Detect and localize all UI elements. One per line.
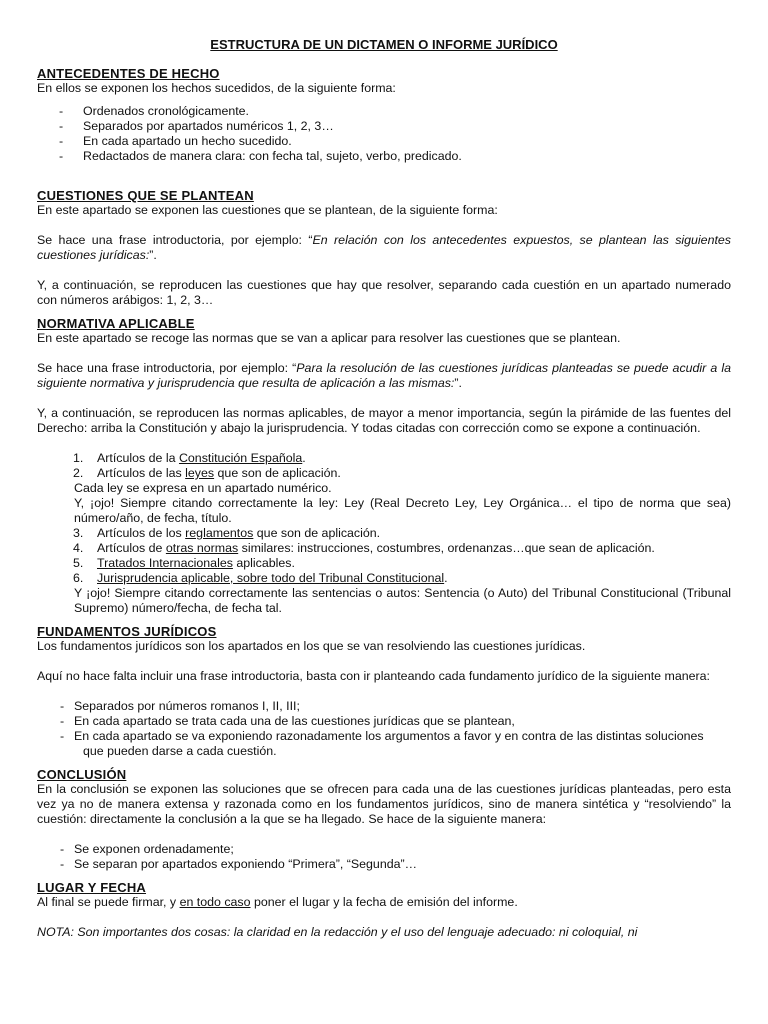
list-item: 4. Artículos de otras normas similares: instrucciones, costumbres, ordenanzas…que sean de aplicación.	[73, 541, 655, 555]
list-item: - En cada apartado un hecho sucedido.	[37, 134, 731, 149]
heading-conclusion: CONCLUSIÓN	[37, 767, 127, 782]
list-item: 3. Artículos de los reglamentos que son de aplicación.	[73, 526, 381, 540]
heading-antecedentes: ANTECEDENTES DE HECHO	[37, 66, 220, 81]
heading-normativa: NORMATIVA APLICABLE	[37, 316, 195, 331]
document-body	[37, 66, 731, 940]
cuestiones-example-quote: En relación con los antecedentes expuestos, se plantean las siguientes cuestiones jurídicas:	[37, 233, 731, 262]
list-item: 1. Artículos de la Constitución Española.	[73, 451, 306, 465]
cuestiones-continuation: Y, a continuación, se reproducen las cuestiones que hay que resolver, separando cada cuestión en un apartado numerado con números arábigos: 1, 2, 3…	[37, 278, 731, 307]
antecedentes-intro: En ellos se exponen los hechos sucedidos, de la siguiente forma:	[37, 81, 396, 95]
list-item: - Separados por números romanos I, II, III;	[37, 699, 731, 714]
normativa-example: Se hace una frase introductoria, por ejemplo: “Para la resolución de las cuestiones jurídicas planteadas se puede acudir a la siguiente normativa y jurisprudencia que resulta de aplicación a las mismas:”.	[37, 361, 731, 390]
heading-lugar-fecha: LUGAR Y FECHA	[37, 880, 147, 895]
leyes-note-2: Y, ¡ojo! Siempre citando correctamente la ley: Ley (Real Decreto Ley, Ley Orgánica… el tipo de norma que sea) número/año, de fecha, título.	[74, 496, 731, 525]
normativa-intro: En este apartado se recoge las normas que se van a aplicar para resolver las cuestiones que se plantean.	[37, 331, 621, 345]
list-item: 5. Tratados Internacionales aplicables.	[73, 556, 295, 570]
normativa-list	[37, 451, 731, 481]
normativa-continuation: Y, a continuación, se reproducen las normas aplicables, de mayor a menor importancia, según la pirámide de las fuentes del Derecho: arriba la Constitución y abajo la jurisprudencia. Y todas citadas con corrección como se expone a continuación.	[37, 406, 731, 435]
list-item: - Se separan por apartados exponiendo “Primera”, “Segunda”…	[37, 857, 731, 872]
list-item: - En cada apartado se va exponiendo razonadamente los argumentos a favor y en contra de las distintas soluciones que pueden darse a cada cuestión.	[37, 729, 731, 759]
heading-cuestiones: CUESTIONES QUE SE PLANTEAN	[37, 188, 254, 203]
fundamentos-p1: Aquí no hace falta incluir una frase introductoria, basta con ir planteando cada fundamento jurídico de la siguiente manera:	[37, 669, 710, 683]
list-item: - Se exponen ordenadamente;	[37, 842, 731, 857]
fundamentos-list	[37, 699, 731, 759]
antecedentes-list	[37, 104, 731, 164]
nota-text: NOTA: Son importantes dos cosas: la claridad en la redacción y el uso del lenguaje adecuado: ni coloquial, ni	[37, 925, 638, 939]
conclusion-p1: En la conclusión se exponen las soluciones que se ofrecen para cada una de las cuestiones jurídicas planteadas, pero esta vez ya no de manera extensa y razonada como en los fundamentos jurídicos, sino de manera sintética y “resolviendo” la cuestión: directamente la conclusión a la que se ha llegado. Se hace de la siguiente manera:	[37, 782, 731, 826]
conclusion-list	[37, 842, 731, 872]
list-item: - Separados por apartados numéricos 1, 2, 3…	[37, 119, 731, 134]
list-item: - Redactados de manera clara: con fecha tal, sujeto, verbo, predicado.	[37, 149, 731, 164]
normativa-list-cont	[37, 526, 731, 586]
list-item: - Ordenados cronológicamente.	[37, 104, 731, 119]
cuestiones-example: Se hace una frase introductoria, por ejemplo: “En relación con los antecedentes expuestos, se plantean las siguientes cuestiones jurídicas:”.	[37, 233, 731, 262]
document-title: ESTRUCTURA DE UN DICTAMEN O INFORME JURÍDICO	[210, 37, 558, 52]
leyes-note-1: Cada ley se expresa en un apartado numérico.	[74, 481, 332, 495]
cuestiones-intro: En este apartado se exponen las cuestiones que se plantean, de la siguiente forma:	[37, 203, 498, 217]
list-item: - En cada apartado se trata cada una de las cuestiones jurídicas que se plantean,	[37, 714, 731, 729]
normativa-example-quote: Para la resolución de las cuestiones jurídicas planteadas se puede acudir a la siguiente normativa y jurisprudencia que resulta de aplicación a las mismas:	[37, 361, 731, 390]
jurisprudencia-note: Y ¡ojo! Siempre citando correctamente las sentencias o autos: Sentencia (o Auto) del Tribunal Constitucional (Tribunal Supremo) número/fecha, de fecha tal.	[74, 586, 731, 615]
heading-fundamentos: FUNDAMENTOS JURÍDICOS	[37, 624, 217, 639]
list-item: 6. Jurisprudencia aplicable, sobre todo del Tribunal Constitucional.	[73, 571, 448, 585]
list-item: 2. Artículos de las leyes que son de aplicación.	[73, 466, 341, 480]
lugar-fecha-text: Al final se puede firmar, y en todo caso poner el lugar y la fecha de emisión del informe.	[37, 895, 518, 909]
fundamentos-intro: Los fundamentos jurídicos son los apartados en los que se van resolviendo las cuestiones jurídicas.	[37, 639, 586, 653]
